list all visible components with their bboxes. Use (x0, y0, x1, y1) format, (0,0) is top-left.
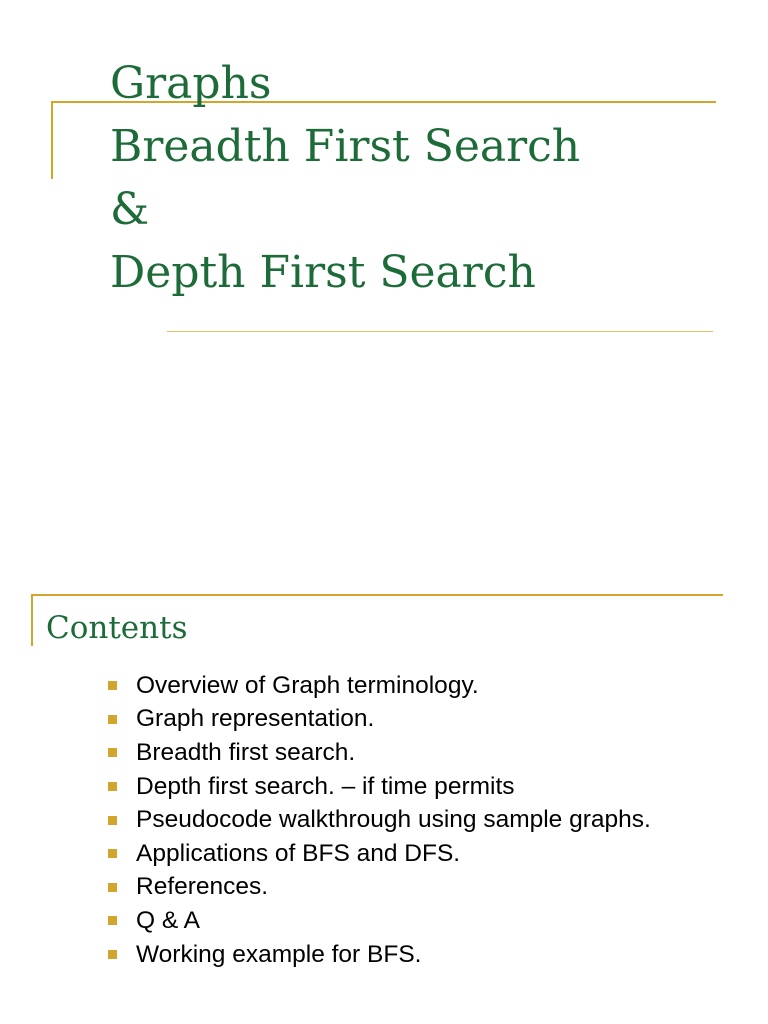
list-item (108, 803, 651, 837)
square-bullet-icon (108, 883, 117, 892)
left-accent-rule (51, 101, 53, 179)
square-bullet-icon (108, 681, 117, 690)
list-item (108, 837, 651, 871)
contents-list (108, 669, 651, 971)
list-item-text: Pseudocode walkthrough using sample graphs. (136, 806, 651, 834)
contents-title: Contents (46, 610, 188, 646)
list-item (108, 669, 651, 703)
list-item-text: Breadth first search. (136, 738, 356, 766)
list-item-text: References. (136, 873, 269, 901)
square-bullet-icon (108, 715, 117, 724)
title-line: & (110, 184, 150, 235)
list-item-text: Depth first search. – if time permits (136, 772, 515, 800)
square-bullet-icon (108, 748, 117, 757)
square-bullet-icon (108, 950, 117, 959)
list-item-text: Graph representation. (136, 705, 375, 733)
list-item (108, 736, 651, 770)
list-item-text: Working example for BFS. (136, 940, 422, 968)
list-item (108, 703, 651, 737)
square-bullet-icon (108, 849, 117, 858)
left-accent-rule (31, 594, 33, 646)
top-accent-rule (32, 594, 723, 596)
title-line: Graphs (110, 58, 272, 109)
slide-title (110, 52, 580, 304)
title-line: Breadth First Search (110, 121, 581, 172)
bottom-accent-rule (167, 331, 713, 332)
contents-slide (0, 560, 768, 1024)
list-item-text: Applications of BFS and DFS. (136, 839, 461, 867)
list-item (108, 770, 651, 804)
list-item (108, 904, 651, 938)
list-item-text: Overview of Graph terminology. (136, 671, 479, 699)
square-bullet-icon (108, 816, 117, 825)
list-item (108, 938, 651, 972)
square-bullet-icon (108, 916, 117, 925)
list-item-text: Q & A (136, 906, 201, 934)
list-item (108, 871, 651, 905)
title-line: Depth First Search (110, 247, 536, 298)
square-bullet-icon (108, 782, 117, 791)
